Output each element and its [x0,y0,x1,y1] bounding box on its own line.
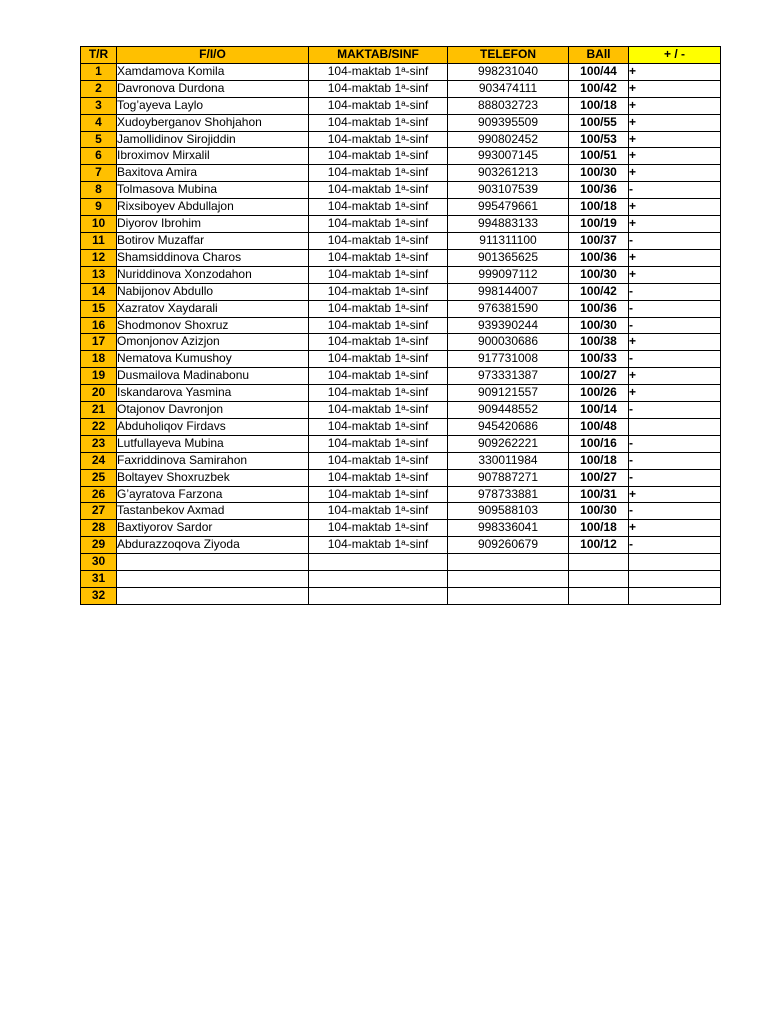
row-number: 27 [81,503,117,520]
phone-number: 911311100 [448,232,569,249]
result-sign: + [629,520,721,537]
row-number: 16 [81,317,117,334]
table-row [81,182,721,199]
table-row [81,588,721,605]
score [569,554,629,571]
score: 100/27 [569,368,629,385]
school-class: 104-maktab 1ᵃ-sinf [309,182,448,199]
table-row [81,418,721,435]
score: 100/36 [569,182,629,199]
result-sign: + [629,486,721,503]
result-sign: + [629,216,721,233]
school-class: 104-maktab 1ᵃ-sinf [309,317,448,334]
phone-number: 998336041 [448,520,569,537]
school-class: 104-maktab 1ᵃ-sinf [309,165,448,182]
school-class: 104-maktab 1ᵃ-sinf [309,368,448,385]
score: 100/30 [569,317,629,334]
header-sign: + / - [629,47,721,64]
school-class: 104-maktab 1ᵃ-sinf [309,148,448,165]
table-row [81,571,721,588]
row-number: 14 [81,283,117,300]
score: 100/18 [569,97,629,114]
result-sign: + [629,131,721,148]
table-row [81,283,721,300]
student-name: Botirov Muzaffar [117,232,309,249]
result-sign: + [629,249,721,266]
header-ball: BAll [569,47,629,64]
row-number: 31 [81,571,117,588]
phone-number: 976381590 [448,300,569,317]
row-number: 21 [81,402,117,419]
score: 100/18 [569,452,629,469]
table-row [81,503,721,520]
result-sign [629,571,721,588]
result-sign: - [629,317,721,334]
student-name: Nuriddinova Xonzodahon [117,266,309,283]
phone-number: 907887271 [448,469,569,486]
score: 100/42 [569,80,629,97]
phone-number: 917731008 [448,351,569,368]
result-sign [629,418,721,435]
school-class: 104-maktab 1ᵃ-sinf [309,351,448,368]
student-name: Tastanbekov Axmad [117,503,309,520]
header-row [81,47,721,64]
student-name [117,554,309,571]
student-name: Baxtiyorov Sardor [117,520,309,537]
student-name: Xazratov Xaydarali [117,300,309,317]
school-class [309,571,448,588]
school-class: 104-maktab 1ᵃ-sinf [309,469,448,486]
score: 100/14 [569,402,629,419]
score: 100/16 [569,435,629,452]
student-name: Abdurazzoqova Ziyoda [117,537,309,554]
phone-number: 993007145 [448,148,569,165]
score: 100/55 [569,114,629,131]
table-row [81,300,721,317]
score: 100/18 [569,199,629,216]
school-class: 104-maktab 1ᵃ-sinf [309,97,448,114]
score: 100/30 [569,165,629,182]
score [569,571,629,588]
row-number: 29 [81,537,117,554]
result-sign: - [629,537,721,554]
phone-number: 998144007 [448,283,569,300]
result-sign: + [629,334,721,351]
student-name: Omonjonov Azizjon [117,334,309,351]
phone-number: 901365625 [448,249,569,266]
table-row [81,486,721,503]
table-row [81,249,721,266]
score: 100/27 [569,469,629,486]
score: 100/53 [569,131,629,148]
student-name: Dusmailova Madinabonu [117,368,309,385]
result-sign: - [629,503,721,520]
student-name: Tolmasova Mubina [117,182,309,199]
student-name: Abduholiqov Firdavs [117,418,309,435]
row-number: 20 [81,385,117,402]
row-number: 32 [81,588,117,605]
score: 100/44 [569,63,629,80]
table-row [81,385,721,402]
phone-number: 909121557 [448,385,569,402]
score: 100/37 [569,232,629,249]
student-name: G’ayratova Farzona [117,486,309,503]
row-number: 25 [81,469,117,486]
table-row [81,199,721,216]
phone-number [448,554,569,571]
school-class: 104-maktab 1ᵃ-sinf [309,199,448,216]
school-class: 104-maktab 1ᵃ-sinf [309,80,448,97]
student-name: Otajonov Davronjon [117,402,309,419]
result-sign: - [629,351,721,368]
score: 100/51 [569,148,629,165]
phone-number: 939390244 [448,317,569,334]
header-name: F/I/O [117,47,309,64]
phone-number: 909262221 [448,435,569,452]
table-row [81,537,721,554]
phone-number: 909588103 [448,503,569,520]
student-name: Shamsiddinova Charos [117,249,309,266]
student-name: Nabijonov Abdullo [117,283,309,300]
table-row [81,368,721,385]
result-sign: + [629,266,721,283]
student-name: Diyorov Ibrohim [117,216,309,233]
row-number: 11 [81,232,117,249]
result-sign: - [629,402,721,419]
school-class: 104-maktab 1ᵃ-sinf [309,486,448,503]
score: 100/12 [569,537,629,554]
result-sign: - [629,452,721,469]
row-number: 5 [81,131,117,148]
score: 100/26 [569,385,629,402]
table-row [81,131,721,148]
row-number: 4 [81,114,117,131]
school-class: 104-maktab 1ᵃ-sinf [309,114,448,131]
result-sign: + [629,165,721,182]
school-class: 104-maktab 1ᵃ-sinf [309,385,448,402]
phone-number: 994883133 [448,216,569,233]
row-number: 28 [81,520,117,537]
result-sign: + [629,368,721,385]
school-class: 104-maktab 1ᵃ-sinf [309,232,448,249]
score: 100/19 [569,216,629,233]
phone-number: 998231040 [448,63,569,80]
row-number: 10 [81,216,117,233]
phone-number: 999097112 [448,266,569,283]
score: 100/36 [569,249,629,266]
phone-number [448,571,569,588]
student-name: Davronova Durdona [117,80,309,97]
row-number: 23 [81,435,117,452]
phone-number: 330011984 [448,452,569,469]
row-number: 3 [81,97,117,114]
student-name: Boltayev Shoxruzbek [117,469,309,486]
table-row [81,165,721,182]
score: 100/30 [569,266,629,283]
score: 100/18 [569,520,629,537]
result-sign: - [629,182,721,199]
school-class: 104-maktab 1ᵃ-sinf [309,300,448,317]
student-name: Ibroximov Mirxalil [117,148,309,165]
score: 100/42 [569,283,629,300]
table-row [81,452,721,469]
result-sign [629,554,721,571]
result-sign: - [629,435,721,452]
student-name: Baxitova Amira [117,165,309,182]
score: 100/38 [569,334,629,351]
row-number: 24 [81,452,117,469]
table-row [81,351,721,368]
result-sign: + [629,114,721,131]
header-phone: TELEFON [448,47,569,64]
row-number: 30 [81,554,117,571]
student-name: Shodmonov Shoxruz [117,317,309,334]
result-sign: - [629,232,721,249]
school-class: 104-maktab 1ᵃ-sinf [309,216,448,233]
phone-number: 973331387 [448,368,569,385]
row-number: 18 [81,351,117,368]
school-class: 104-maktab 1ᵃ-sinf [309,452,448,469]
school-class: 104-maktab 1ᵃ-sinf [309,435,448,452]
score: 100/48 [569,418,629,435]
table-row [81,469,721,486]
table-row [81,402,721,419]
school-class: 104-maktab 1ᵃ-sinf [309,418,448,435]
row-number: 2 [81,80,117,97]
score: 100/36 [569,300,629,317]
student-name: Nematova Kumushoy [117,351,309,368]
row-number: 1 [81,63,117,80]
phone-number: 995479661 [448,199,569,216]
school-class: 104-maktab 1ᵃ-sinf [309,503,448,520]
student-name: Xamdamova Komila [117,63,309,80]
school-class: 104-maktab 1ᵃ-sinf [309,63,448,80]
phone-number: 900030686 [448,334,569,351]
row-number: 7 [81,165,117,182]
phone-number: 909395509 [448,114,569,131]
table-row [81,435,721,452]
row-number: 13 [81,266,117,283]
result-sign: + [629,63,721,80]
phone-number: 909448552 [448,402,569,419]
table-row [81,148,721,165]
table-row [81,97,721,114]
score: 100/30 [569,503,629,520]
school-class: 104-maktab 1ᵃ-sinf [309,131,448,148]
student-name [117,571,309,588]
student-name: Xudoyberganov Shohjahon [117,114,309,131]
table-row [81,554,721,571]
phone-number: 903474111 [448,80,569,97]
row-number: 9 [81,199,117,216]
table-row [81,334,721,351]
result-sign: + [629,97,721,114]
row-number: 17 [81,334,117,351]
student-name: Lutfullayeva Mubina [117,435,309,452]
table-row [81,80,721,97]
school-class: 104-maktab 1ᵃ-sinf [309,537,448,554]
row-number: 12 [81,249,117,266]
row-number: 15 [81,300,117,317]
result-sign: + [629,148,721,165]
student-name [117,588,309,605]
table-row [81,114,721,131]
school-class: 104-maktab 1ᵃ-sinf [309,283,448,300]
row-number: 6 [81,148,117,165]
phone-number: 909260679 [448,537,569,554]
row-number: 26 [81,486,117,503]
row-number: 19 [81,368,117,385]
result-sign: - [629,300,721,317]
score: 100/31 [569,486,629,503]
student-name: Tog’ayeva Laylo [117,97,309,114]
phone-number: 945420686 [448,418,569,435]
school-class: 104-maktab 1ᵃ-sinf [309,402,448,419]
result-sign: + [629,199,721,216]
header-school: MAKTAB/SINF [309,47,448,64]
result-sign: + [629,80,721,97]
table-row [81,317,721,334]
student-table [80,46,721,605]
phone-number: 990802452 [448,131,569,148]
table-row [81,63,721,80]
header-tr: T/R [81,47,117,64]
phone-number: 903107539 [448,182,569,199]
score [569,588,629,605]
school-class: 104-maktab 1ᵃ-sinf [309,520,448,537]
school-class: 104-maktab 1ᵃ-sinf [309,266,448,283]
result-sign [629,588,721,605]
phone-number [448,588,569,605]
row-number: 8 [81,182,117,199]
table-row [81,266,721,283]
phone-number: 888032723 [448,97,569,114]
phone-number: 903261213 [448,165,569,182]
result-sign: - [629,283,721,300]
result-sign: - [629,469,721,486]
school-class: 104-maktab 1ᵃ-sinf [309,249,448,266]
school-class: 104-maktab 1ᵃ-sinf [309,334,448,351]
student-name: Iskandarova Yasmina [117,385,309,402]
student-name: Rixsiboyev Abdullajon [117,199,309,216]
row-number: 22 [81,418,117,435]
phone-number: 978733881 [448,486,569,503]
table-row [81,520,721,537]
student-name: Faxriddinova Samirahon [117,452,309,469]
school-class [309,588,448,605]
result-sign: + [629,385,721,402]
table-row [81,232,721,249]
student-name: Jamollidinov Sirojiddin [117,131,309,148]
score: 100/33 [569,351,629,368]
table-row [81,216,721,233]
table-body [81,63,721,604]
school-class [309,554,448,571]
